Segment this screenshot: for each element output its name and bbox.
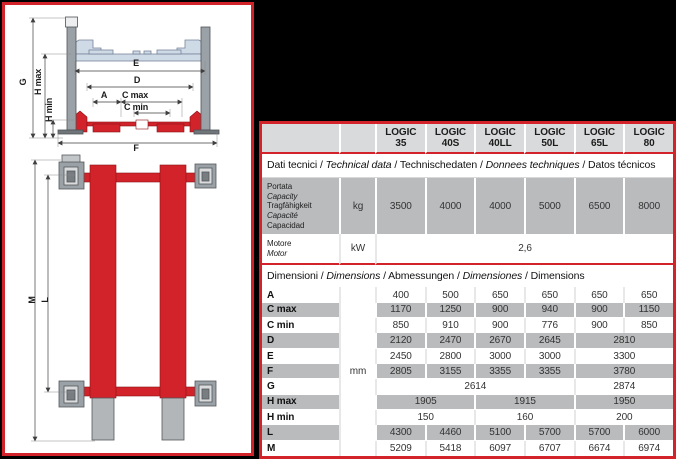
motor-row [262, 234, 673, 265]
dimension-row [262, 349, 673, 364]
value-cell: 200 [574, 410, 673, 425]
extension-lines [29, 18, 217, 147]
dimension-label: G [267, 381, 275, 393]
value-cell: 160 [474, 410, 573, 425]
title-part: Dimensions [326, 270, 381, 283]
value-cell: 3300 [574, 349, 673, 364]
value-cell: 6974 [623, 441, 673, 456]
value-cell: 8000 [623, 178, 673, 234]
title-part: Dimensiones [462, 270, 523, 283]
title-part: Abmessungen [388, 270, 455, 283]
dim-label-g: G [18, 78, 28, 86]
value-cell: 6500 [574, 178, 624, 234]
value-cell: 900 [574, 318, 624, 333]
model-header: LOGIC 80 [623, 124, 673, 154]
title-part: Datos técnicos [587, 159, 656, 172]
title-part: Technical data [325, 159, 392, 172]
value-cell: 940 [524, 303, 574, 318]
dim-label-cmax: C max [121, 90, 149, 100]
dimension-row [262, 425, 673, 440]
value-cell: 6707 [524, 441, 574, 456]
separator-text: / [380, 270, 389, 283]
value-cell: 5700 [574, 425, 624, 440]
value-cell: 650 [474, 287, 524, 302]
dimension-row [262, 333, 673, 348]
value-cell: 3000 [474, 349, 524, 364]
drawing-panel [2, 2, 254, 456]
model-header: LOGIC 40S [425, 124, 475, 154]
corner-posts [59, 155, 216, 407]
dim-label-e: E [133, 58, 139, 68]
value-cell: 1905 [375, 395, 474, 410]
dim-label-m: M [27, 296, 37, 304]
value-cell: 4300 [375, 425, 425, 440]
value-cell: 5000 [524, 178, 574, 234]
dimension-label: E [267, 350, 274, 362]
motor-label: Motore Motor [262, 234, 339, 265]
capacity-row [262, 178, 673, 234]
value-cell: 2805 [375, 364, 425, 379]
value-cell: 6674 [574, 441, 624, 456]
dimension-row [262, 441, 673, 456]
dimension-label: A [267, 289, 275, 301]
dimension-row [262, 410, 673, 425]
spec-table [262, 124, 673, 456]
lift-base-frame [74, 111, 203, 132]
value-cell: 6097 [474, 441, 524, 456]
dim-label-hmin: H min [44, 97, 54, 123]
value-cell: 3780 [574, 364, 673, 379]
dim-label-hmax: H max [33, 68, 43, 96]
value-cell: 3000 [524, 349, 574, 364]
dim-label-l: L [40, 297, 50, 303]
value-cell: 650 [524, 287, 574, 302]
dimension-label: F [262, 364, 339, 379]
value-cell: 3155 [425, 364, 475, 379]
title-part: Technischedaten [399, 159, 478, 172]
value-cell: 900 [474, 303, 524, 318]
title-part: Donnees techniques [485, 159, 580, 172]
value-cell: 4460 [425, 425, 475, 440]
value-cell: 2645 [524, 333, 574, 348]
title-part: Dimensions [530, 270, 585, 283]
value-cell: 1150 [623, 303, 673, 318]
value-cell: 150 [375, 410, 474, 425]
value-cell: 2120 [375, 333, 425, 348]
technical-section-title [262, 154, 673, 179]
dim-label-a: A [100, 90, 108, 100]
separator-text: / [477, 159, 486, 172]
dimension-row [262, 364, 673, 379]
value-cell: 900 [474, 318, 524, 333]
value-cell: 3355 [524, 364, 574, 379]
separator-text: / [454, 270, 463, 283]
separator-text: / [522, 270, 531, 283]
value-cell: 4000 [425, 178, 475, 234]
dimension-label: D [262, 333, 339, 348]
ramps [92, 398, 184, 440]
dim-label-f: F [133, 143, 139, 153]
unit-cell: kg [339, 178, 375, 234]
dimension-label: H max [262, 395, 339, 410]
value-cell: 910 [425, 318, 475, 333]
dimension-label: M [267, 442, 276, 454]
dimension-row [262, 395, 673, 410]
value-cell: 850 [375, 318, 425, 333]
value-cell: 1170 [375, 303, 425, 318]
dimension-row [262, 379, 673, 394]
dimensions-section-title [262, 265, 673, 287]
value-cell: 776 [524, 318, 574, 333]
value-cell: 2800 [425, 349, 475, 364]
technical-section-row [262, 154, 673, 179]
dimension-label: C max [262, 303, 339, 318]
value-cell: 2810 [574, 333, 673, 348]
value-cell: 2450 [375, 349, 425, 364]
dimension-row [262, 318, 673, 333]
model-header: LOGIC 40LL [474, 124, 524, 154]
unit-cell: mm [339, 287, 375, 456]
value-cell: 2470 [425, 333, 475, 348]
value-cell: 5700 [524, 425, 574, 440]
value-cell: 3355 [474, 364, 524, 379]
dim-label-cmin: C min [123, 102, 149, 112]
value-cell: 400 [375, 287, 425, 302]
value-cell: 5209 [375, 441, 425, 456]
separator-text: / [391, 159, 400, 172]
value-cell: 850 [623, 318, 673, 333]
model-header: LOGIC 35 [375, 124, 425, 154]
dimension-label: L [262, 425, 339, 440]
value-cell: 650 [623, 287, 673, 302]
unit-cell: kW [339, 234, 375, 265]
dimension-row [262, 287, 673, 302]
separator-text: / [317, 270, 327, 283]
value-cell: 5100 [474, 425, 524, 440]
dim-label-d: D [133, 75, 141, 85]
model-header-row [262, 124, 673, 154]
capacity-label: Portata Capacity Tragfähigkeit Capacité Capacidad [262, 178, 339, 234]
header-spacer [262, 124, 339, 154]
value-cell: 6000 [623, 425, 673, 440]
value-cell: 1950 [574, 395, 673, 410]
dimension-label: H min [267, 412, 295, 424]
value-cell: 2,6 [375, 234, 673, 265]
dimension-row [262, 303, 673, 318]
separator-text: / [317, 159, 326, 172]
value-cell: 650 [574, 287, 624, 302]
separator-text: / [579, 159, 588, 172]
model-header: LOGIC 65L [574, 124, 624, 154]
spec-table-wrapper [259, 121, 676, 459]
title-part: Dimensioni [267, 270, 318, 283]
runways [90, 165, 186, 398]
value-cell: 500 [425, 287, 475, 302]
header-spacer [339, 124, 375, 154]
value-cell: 1250 [425, 303, 475, 318]
value-cell: 900 [574, 303, 624, 318]
dimension-label: C min [267, 320, 295, 332]
value-cell: 3500 [375, 178, 425, 234]
value-cell: 1915 [474, 395, 573, 410]
value-cell: 2874 [574, 379, 673, 394]
model-header: LOGIC 50L [524, 124, 574, 154]
value-cell: 4000 [474, 178, 524, 234]
value-cell: 2670 [474, 333, 524, 348]
value-cell: 2614 [375, 379, 574, 394]
dimensions-section-row [262, 265, 673, 287]
title-part: Dati tecnici [267, 159, 318, 172]
value-cell: 5418 [425, 441, 475, 456]
